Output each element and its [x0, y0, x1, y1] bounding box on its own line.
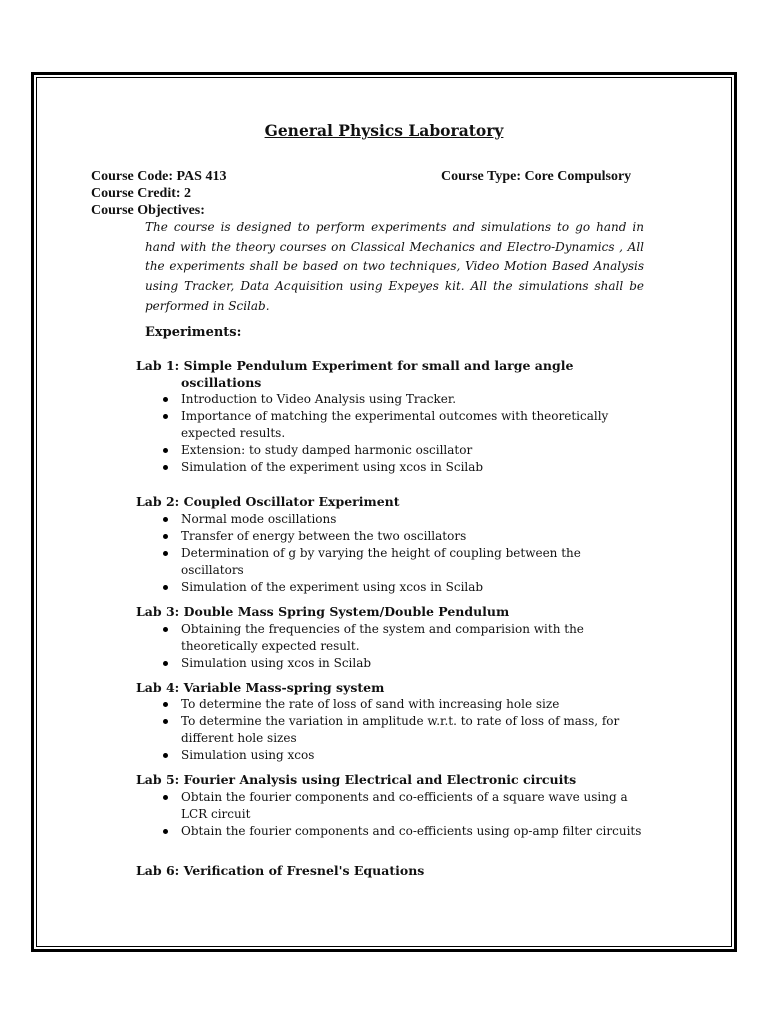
list-item: Simulation using xcos [160, 747, 644, 764]
bullet-icon [163, 397, 168, 402]
course-code: Course Code: PAS 413 [91, 169, 227, 184]
lab-4-bullets [160, 696, 644, 764]
lab-2-bullets [160, 511, 644, 596]
lab-5-bullets [160, 789, 644, 840]
bullet-icon [163, 719, 168, 724]
list-item: Obtain the fourier components and co-efficients using op-amp filter circuits [160, 823, 644, 840]
list-item: Obtain the fourier components and co-efficients of a square wave using a LCR circuit [160, 789, 644, 823]
list-item: Simulation of the experiment using xcos in Scilab [160, 459, 644, 476]
list-item: Transfer of energy between the two oscillators [160, 528, 644, 545]
course-credit: Course Credit: 2 [91, 186, 192, 201]
lab-3-title [136, 603, 644, 620]
list-item: Obtaining the frequencies of the system and comparision with the theoretically expected result. [160, 621, 644, 655]
list-item: Simulation using xcos in Scilab [160, 655, 644, 672]
document-title: General Physics Laboratory [264, 121, 504, 140]
bullet-icon [163, 585, 168, 590]
bullet-icon [163, 627, 168, 632]
bullet-icon [163, 753, 168, 758]
bullet-icon [163, 534, 168, 539]
lab-4-title [136, 679, 644, 696]
bullet-icon [163, 551, 168, 556]
bullet-icon [163, 829, 168, 834]
lab-1-bullets [160, 391, 644, 476]
lab-1-title-line2: oscillations [181, 375, 262, 390]
list-item: To determine the rate of loss of sand with increasing hole size [160, 696, 644, 713]
course-description: The course is designed to perform experiments and simulations to go hand in hand with the theory courses on Classical Mechanics and Electro-Dynamics , All the experiments shall be based on two techniques, Video Motion Based Analysis using Tracker, Data Acquisition using Expeyes kit. All the simulations shall be performed in Scilab. [145, 220, 644, 313]
bullet-icon [163, 517, 168, 522]
list-item: Determination of g by varying the height of coupling between the oscillators [160, 545, 644, 579]
lab-6-title-line1: Lab 6: Verification of Fresnel's Equations [136, 863, 425, 878]
bullet-icon [163, 702, 168, 707]
list-item: Simulation of the experiment using xcos in Scilab [160, 579, 644, 596]
list-item: Normal mode oscillations [160, 511, 644, 528]
lab-1-title [136, 357, 644, 391]
lab-4-title-line1: Lab 4: Variable Mass-spring system [136, 680, 385, 695]
bullet-icon [163, 465, 168, 470]
lab-2-title-line1: Lab 2: Coupled Oscillator Experiment [136, 494, 400, 509]
bullet-icon [163, 448, 168, 453]
bullet-icon [163, 795, 168, 800]
course-type: Course Type: Core Compulsory [441, 169, 632, 184]
lab-6-title [136, 862, 644, 879]
lab-3-bullets [160, 621, 644, 672]
list-item: Importance of matching the experimental outcomes with theoretically expected results. [160, 408, 644, 442]
lab-3-title-line1: Lab 3: Double Mass Spring System/Double Pendulum [136, 604, 510, 619]
list-item: Introduction to Video Analysis using Tracker. [160, 391, 644, 408]
lab-5-title [136, 771, 644, 788]
list-item: To determine the variation in amplitude w.r.t. to rate of loss of mass, for different hole sizes [160, 713, 644, 747]
lab-5-title-line1: Lab 5: Fourier Analysis using Electrical and Electronic circuits [136, 772, 577, 787]
course-objectives-label: Course Objectives: [91, 203, 205, 218]
bullet-icon [163, 661, 168, 666]
list-item: Extension: to study damped harmonic oscillator [160, 442, 644, 459]
lab-1-title-line1: Lab 1: Simple Pendulum Experiment for small and large angle [136, 358, 574, 373]
lab-2-title [136, 493, 644, 510]
bullet-icon [163, 414, 168, 419]
experiments-heading: Experiments: [145, 325, 242, 340]
